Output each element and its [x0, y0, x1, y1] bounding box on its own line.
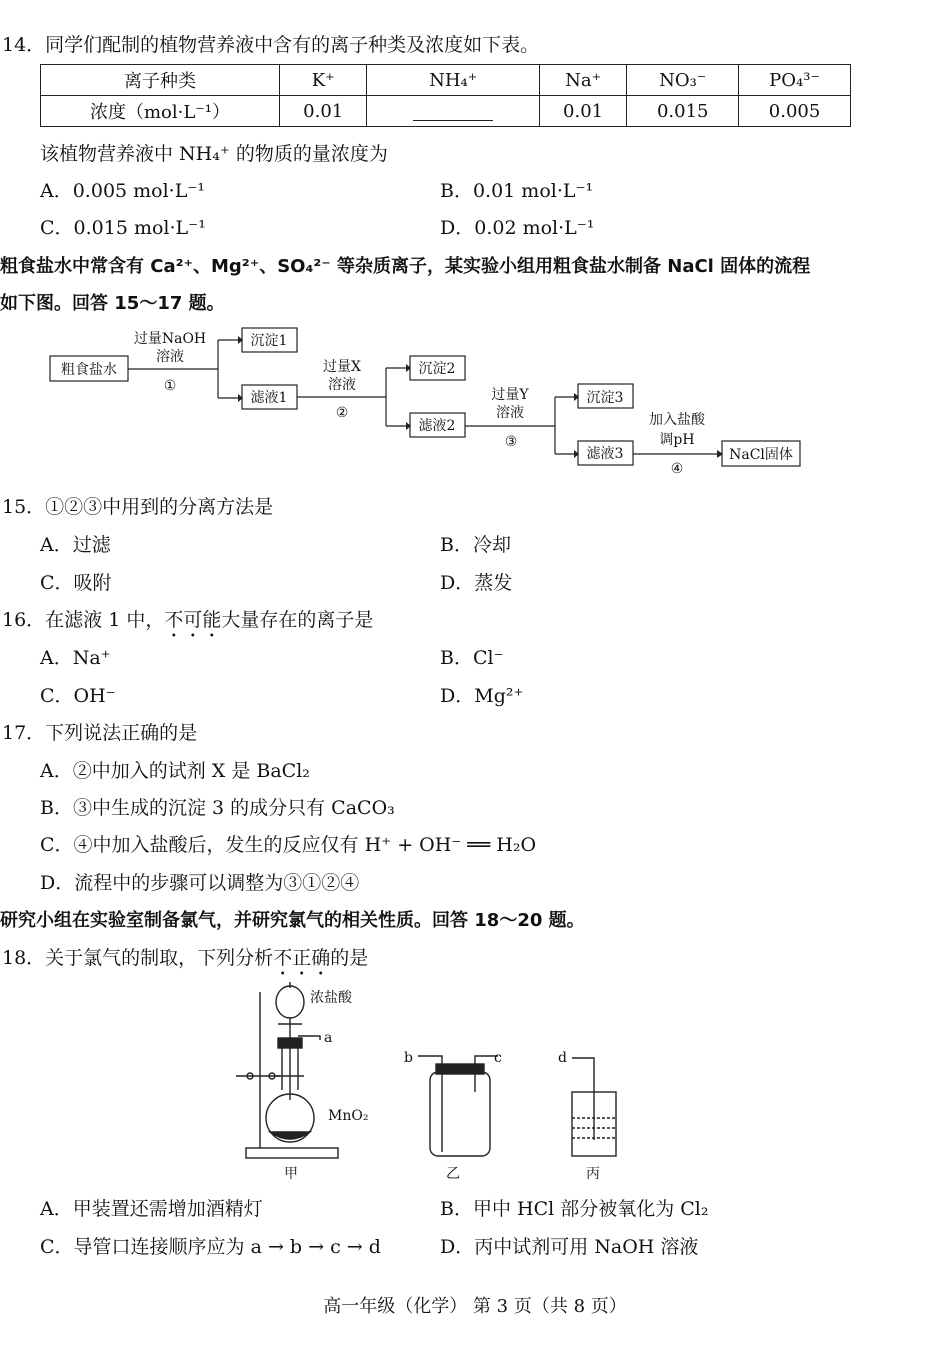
q17-option-b[interactable]: B．③中生成的沉淀 3 的成分只有 CaCO₃: [40, 797, 395, 819]
table-cell: PO₄³⁻: [739, 65, 851, 96]
step1-number: ①: [163, 378, 177, 394]
q16-option-b[interactable]: B．Cl⁻: [440, 647, 504, 669]
q18-option-c[interactable]: C．导管口连接顺序应为 a → b → c → d: [40, 1236, 381, 1258]
flow-product: NaCl固体: [729, 447, 793, 463]
answer-blank[interactable]: [413, 102, 493, 121]
label-a: a: [324, 1030, 333, 1046]
step2-reagent-line1: 过量X: [323, 359, 361, 375]
q14-option-b[interactable]: B．0.01 mol·L⁻¹: [440, 180, 594, 202]
q15-stem: 15．①②③中用到的分离方法是: [2, 496, 274, 518]
step2-reagent-line2: 溶液: [328, 377, 356, 393]
q18-stem: [2, 943, 368, 980]
step2-number: ②: [335, 405, 349, 421]
q18-option-d[interactable]: D．丙中试剂可用 NaOH 溶液: [440, 1236, 699, 1258]
table-cell: 0.01: [539, 96, 626, 127]
separatory-funnel: [276, 986, 304, 1018]
table-cell: NH₄⁺: [367, 65, 539, 96]
step1-reagent-line1: 过量NaOH: [133, 331, 207, 347]
label-mno2: MnO₂: [328, 1108, 369, 1124]
intro-15-line2: 如下图。回答 15～17 题。: [0, 293, 225, 314]
table-cell: 0.015: [627, 96, 739, 127]
table-row: [41, 96, 851, 127]
q14-option-d[interactable]: D．0.02 mol·L⁻¹: [440, 217, 595, 239]
label-c: c: [494, 1050, 502, 1066]
flow-filtrate2: 滤液2: [418, 418, 456, 434]
flow-precip1: 沉淀1: [250, 333, 288, 349]
table-cell: 0.01: [280, 96, 367, 127]
table-cell-blank[interactable]: [367, 96, 539, 127]
step3-reagent-line1: 过量Y: [491, 387, 529, 403]
q15-option-c[interactable]: C．吸附: [40, 572, 112, 594]
step4-reagent-line2: 调pH: [659, 432, 695, 448]
apparatus-diagram: [220, 980, 640, 1190]
label-bing: 丙: [586, 1166, 600, 1182]
q15-option-a[interactable]: A．过滤: [40, 534, 111, 556]
table-header-row: [41, 65, 851, 96]
ion-table: [40, 64, 851, 127]
flow-precip2: 沉淀2: [418, 361, 456, 377]
q16-stem-emphasis: 不可能: [164, 609, 222, 631]
q18-option-a[interactable]: A．甲装置还需增加酒精灯: [40, 1198, 263, 1220]
q16-option-d[interactable]: D．Mg²⁺: [440, 685, 524, 707]
page-footer: 高一年级（化学） 第 3 页（共 8 页）: [323, 1296, 627, 1317]
label-yi: 乙: [446, 1166, 460, 1182]
q17-option-a[interactable]: A．②中加入的试剂 X 是 BaCl₂: [40, 760, 310, 782]
q16-stem-pre: 16．在滤液 1 中，: [2, 609, 165, 631]
q16-option-a[interactable]: A．Na⁺: [40, 647, 111, 669]
q17-option-c[interactable]: C．④中加入盐酸后，发生的反应仅有 H⁺ + OH⁻ ══ H₂O: [40, 834, 537, 856]
process-flowchart: [0, 320, 950, 480]
intro-18: 研究小组在实验室制备氯气，并研究氯气的相关性质。回答 18～20 题。: [0, 910, 585, 931]
q18-stem-emphasis: 不正确: [273, 947, 331, 969]
intro-15-line1: 粗食盐水中常含有 Ca²⁺、Mg²⁺、SO₄²⁻ 等杂质离子，某实验小组用粗食盐水制备 NaCl 固体的流程: [0, 256, 811, 277]
table-cell: 浓度（mol·L⁻¹）: [41, 96, 280, 127]
flow-precip3: 沉淀3: [586, 390, 624, 406]
table-cell: NO₃⁻: [627, 65, 739, 96]
q17-option-d[interactable]: D．流程中的步骤可以调整为③①②④: [40, 872, 360, 894]
table-cell: 0.005: [739, 96, 851, 127]
flow-filtrate1: 滤液1: [250, 390, 288, 406]
step4-number: ④: [670, 461, 684, 477]
step3-number: ③: [504, 434, 518, 450]
q15-option-d[interactable]: D．蒸发: [440, 572, 513, 594]
label-b: b: [404, 1050, 413, 1066]
q14-stem: 14．同学们配制的植物营养液中含有的离子种类及浓度如下表。: [2, 34, 540, 56]
q18-stem-pre: 18．关于氯气的制取，下列分析: [2, 947, 274, 969]
step4-reagent-line1: 加入盐酸: [649, 412, 705, 428]
flow-start: 粗食盐水: [61, 362, 117, 378]
label-conc-hcl: 浓盐酸: [310, 990, 352, 1006]
label-d: d: [558, 1050, 567, 1066]
q14-option-c[interactable]: C．0.015 mol·L⁻¹: [40, 217, 206, 239]
q14-question: 该植物营养液中 NH₄⁺ 的物质的量浓度为: [40, 143, 388, 165]
table-cell: Na⁺: [539, 65, 626, 96]
wash-bottle: [430, 1072, 490, 1156]
q17-stem: 17．下列说法正确的是: [2, 722, 198, 744]
step1-reagent-line2: 溶液: [156, 349, 184, 365]
q16-option-c[interactable]: C．OH⁻: [40, 685, 116, 707]
q18-stem-post: 的是: [330, 947, 369, 969]
table-cell: 离子种类: [41, 65, 280, 96]
table-cell: K⁺: [280, 65, 367, 96]
q15-option-b[interactable]: B．冷却: [440, 534, 511, 556]
stand-base: [246, 1148, 338, 1158]
q16-stem: [2, 605, 373, 642]
label-jia: 甲: [284, 1166, 298, 1182]
step3-reagent-line2: 溶液: [496, 405, 524, 421]
q16-stem-post: 大量存在的离子是: [221, 609, 374, 631]
q18-option-b[interactable]: B．甲中 HCl 部分被氧化为 Cl₂: [440, 1198, 709, 1220]
flow-filtrate3: 滤液3: [586, 446, 624, 462]
q14-option-a[interactable]: A．0.005 mol·L⁻¹: [40, 180, 205, 202]
